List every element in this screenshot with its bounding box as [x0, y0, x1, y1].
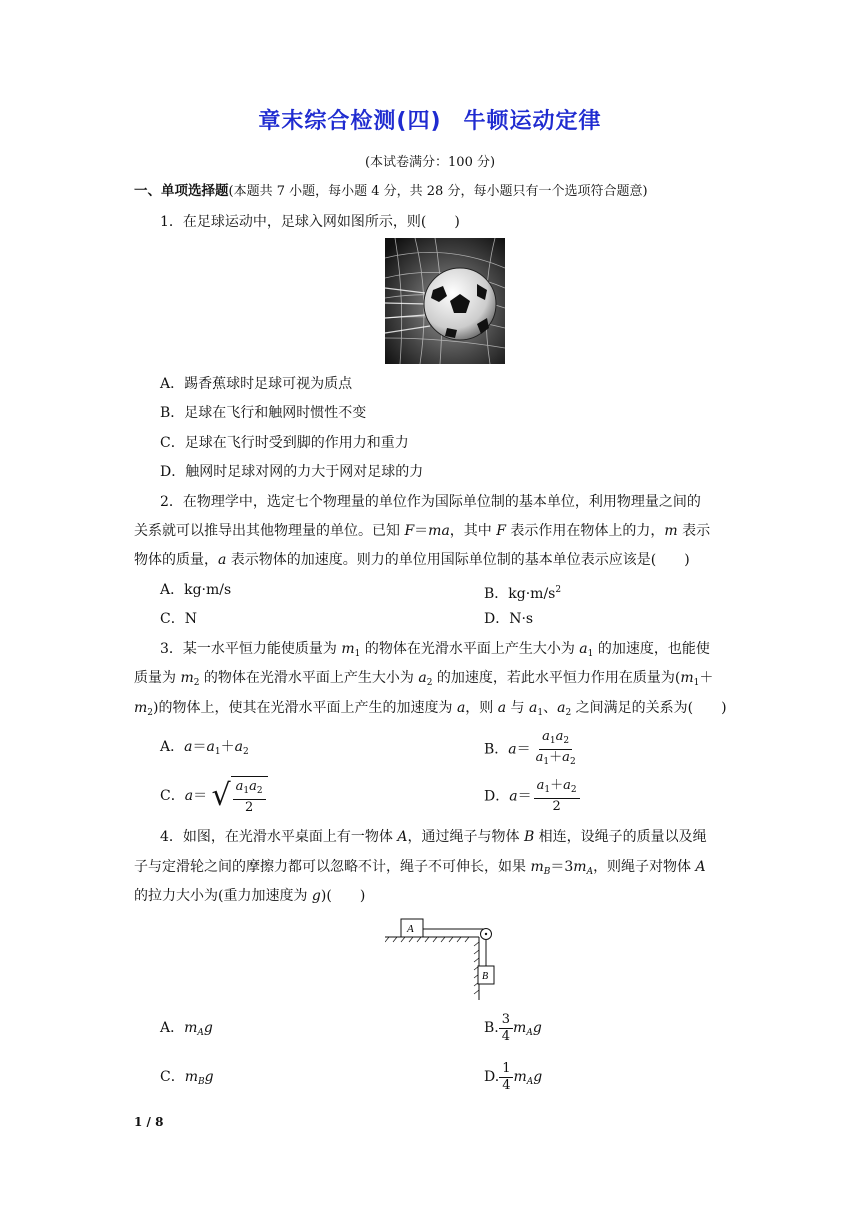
title-part-1: 章末综合检测(四) [258, 109, 442, 134]
block-a-label: A [407, 923, 414, 935]
q1-option-c: C．足球在飞行时受到脚的作用力和重力 [160, 435, 409, 451]
score-note: (本试卷满分：100 分) [364, 155, 496, 170]
q1-option-d: D．触网时足球对网的力大于网对足球的力 [160, 464, 424, 480]
q1-stem: 1．在足球运动中，足球入网如图所示，则( ) [160, 214, 460, 230]
q4-line-1: 4．如图，在光滑水平桌面上有一物体 A，通过绳子与物体 B 相连，设绳子的质量以及绳 [160, 829, 707, 845]
q3-line-3: $m_2$)的物体上，使其在光滑水平面上产生的加速度为 a，则 a 与 $a_1$、$a_2$ 之间满足的关系为( ) [134, 700, 727, 718]
block-b-label: B [482, 971, 489, 982]
q3-line-1: 3．某一水平恒力能使质量为 $m_1$ 的物体在光滑水平面上产生大小为 $a_1$ 的加速度，也能使 [160, 641, 710, 659]
page-title [0, 104, 860, 135]
q2-option-d: D．N·s [484, 611, 534, 627]
q3-option-c: C．a＝ √ $\frac{a_1a_2}{2}$ [160, 776, 268, 816]
q3-option-b: B．a＝ $\frac{a_1a_2}{a_1+a_2}$ [484, 729, 576, 767]
pulley-diagram [385, 912, 505, 1004]
q2-option-b: B．$kg\cdot m/s^2$ [484, 585, 562, 602]
section-desc: (本题共 7 小题，每小题 4 分，共 28 分，每小题只有一个选项符合题意) [228, 184, 648, 199]
q4-line-2: 子与定滑轮之间的摩擦力都可以忽略不计，绳子不可伸长，如果 $m_B=3m_A$，则绳子对物体 A [134, 859, 706, 877]
soccer-ball-in-net-photo-icon [385, 238, 505, 364]
q3-line-2: 质量为 $m_2$ 的物体在光滑水平面上产生大小为 $a_2$ 的加速度，若此水平恒力作用在质量为($m_1+$ [134, 670, 714, 688]
q2-option-c: C．N [160, 611, 197, 627]
q2-line-3: 物体的质量，a 表示物体的加速度。则力的单位用国际单位制的基本单位表示应该是( ) [134, 552, 690, 568]
q1-option-b: B．足球在飞行和触网时惯性不变 [160, 405, 367, 421]
page-number: 1 / 8 [134, 1115, 164, 1129]
q3-option-d: D．a＝ $\frac{a_1+a_2}{2}$ [484, 778, 582, 815]
q2-line-2: 关系就可以推导出其他物理量的单位。已知 F＝ma，其中 F 表示作用在物体上的力，m 表示 [134, 523, 711, 539]
q1-option-a: A．踢香蕉球时足球可视为质点 [160, 376, 353, 392]
section-heading [134, 181, 648, 202]
q4-option-b: B. $\frac{3}{4}$ $m_Ag$ [484, 1011, 542, 1044]
title-part-2: 牛顿运动定律 [463, 109, 602, 134]
q4-option-a: A．$m_Ag$ [160, 1020, 213, 1038]
q2-line-1: 2．在物理学中，选定七个物理量的单位作为国际单位制的基本单位，利用物理量之间的 [160, 494, 701, 510]
q4-option-c: C．$m_Bg$ [160, 1069, 214, 1087]
q4-option-d: D. $\frac{1}{4}$ $m_Ag$ [484, 1060, 543, 1093]
q2-option-a: A．kg·m/s [160, 582, 232, 598]
q3-option-a: A．$a=a_1+a_2$ [160, 739, 249, 757]
q4-line-3: 的拉力大小为(重力加速度为 g)( ) [134, 888, 366, 904]
section-label: 一、单项选择题 [134, 183, 229, 199]
